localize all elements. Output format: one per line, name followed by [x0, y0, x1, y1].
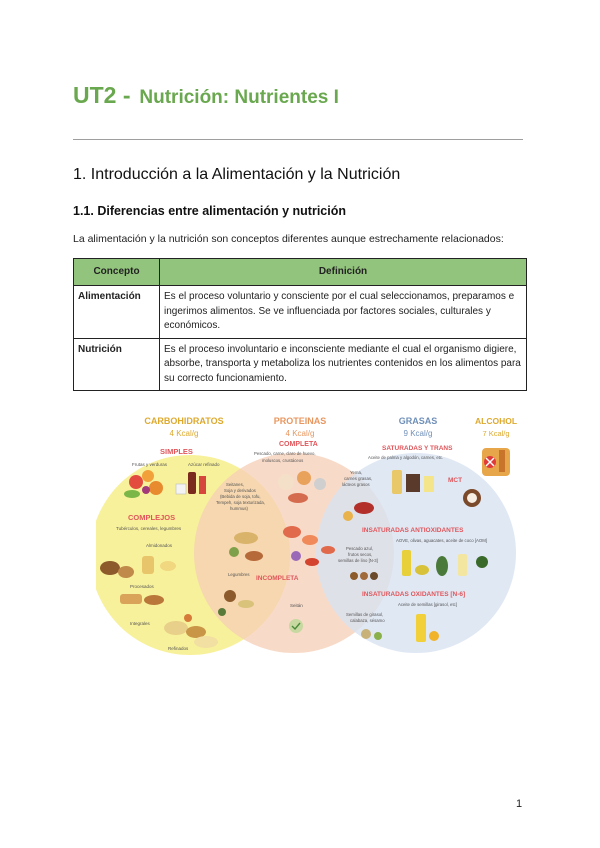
oxidantes-items: Aceite de semillas [girasol, etc]	[398, 602, 457, 607]
intro-paragraph: La alimentación y la nutrición son conceptos diferentes aunque estrechamente relacionados:	[73, 233, 504, 245]
frutas-label: Frutas y verduras	[132, 462, 168, 467]
section-heading: 1. Introducción a la Alimentación y la Nutrición	[73, 166, 401, 183]
antioxidantes-label: INSATURADAS ANTIOXIDANTES	[362, 527, 464, 534]
completa-items-line1: Pescado, carne, claro de huevo,	[254, 451, 316, 456]
completa-label: COMPLETA	[279, 441, 318, 448]
title-divider	[73, 139, 523, 140]
term-cell: Alimentación	[74, 286, 160, 339]
yema-line2: carnes grasas,	[344, 476, 373, 481]
grasas-kcal: 9 Kcal/g	[403, 429, 433, 438]
yema-line3: lácteos grasos	[342, 482, 370, 487]
procesados-label: Procesados	[130, 584, 154, 589]
soy-line2: Soja y derivados	[224, 488, 256, 493]
antioxidantes-items: AOVE, olivas, aguacates, aceite de coco [AOM]	[396, 538, 487, 543]
document-title	[73, 74, 339, 111]
yema-line1: Yema,	[350, 470, 363, 475]
semillas-line1: Semillas de girasol,	[346, 612, 384, 617]
table-header-row	[74, 259, 527, 286]
integrales-label: Integrales	[130, 621, 150, 626]
simples-label: SIMPLES	[160, 447, 193, 456]
soy-line3: (Bebida de soja, tofu,	[220, 494, 261, 499]
alcohol-title: ALCOHOL	[474, 416, 518, 426]
legumbres-label: Legumbres	[228, 572, 250, 577]
completa-items-line2: moluscos, crustáceos	[262, 458, 304, 463]
unit-title: Nutrición: Nutrientes I	[139, 87, 339, 108]
unit-code: UT2 -	[73, 82, 131, 108]
definition-cell: Es el proceso involuntario e inconsciente mediante el cual el organismo digiere, absorbe, transporta y metaboliza los nutrientes contenidos en los alimentos para su correcto funcionamiento.	[160, 338, 527, 391]
proteinas-title: PROTEINAS	[273, 416, 327, 426]
table-row	[74, 338, 527, 391]
column-header-concepto: Concepto	[74, 259, 160, 286]
page-number: 1	[516, 798, 523, 810]
incompleta-label: INCOMPLETA	[256, 575, 299, 582]
alcohol-icon	[482, 448, 510, 476]
definitions-table	[73, 258, 527, 391]
refinados-label: Refinados	[168, 646, 189, 651]
almidonados-label: Almidonados	[146, 543, 173, 548]
alcohol-kcal: 7 Kcal/g	[482, 429, 510, 438]
pescado-line3: semillas de lino [N-3]	[338, 558, 378, 563]
coconut-icon	[463, 489, 481, 507]
complejos-items: Tubérculos, cereales, legumbres	[116, 526, 182, 531]
saturadas-label: SATURADAS Y TRANS	[382, 445, 453, 452]
soy-line4: Tempeh, soja texturizada,	[216, 500, 265, 505]
soy-line1: Seitanes,	[226, 482, 244, 487]
pescado-line1: Pescado azul,	[346, 546, 373, 551]
seitan-icon	[289, 619, 303, 633]
column-header-definicion: Definición	[160, 259, 527, 286]
saturadas-items: Aceite de palma y algodón, carnes, etc.	[368, 455, 444, 460]
proteinas-kcal: 4 Kcal/g	[285, 429, 315, 438]
seitan-label: Seitán	[290, 603, 303, 608]
table-row	[74, 286, 527, 339]
azucar-label: Azúcar refinado	[188, 462, 220, 467]
mct-label: MCT	[448, 477, 463, 484]
term-cell: Nutrición	[74, 338, 160, 391]
pescado-line2: frutos secos,	[348, 552, 373, 557]
carbohidratos-kcal: 4 Kcal/g	[169, 429, 199, 438]
soy-line5: hummus)	[230, 506, 248, 511]
carbohidratos-title: CARBOHIDRATOS	[144, 416, 224, 426]
oxidantes-label: INSATURADAS OXIDANTES [N-6]	[362, 591, 466, 598]
complejos-label: COMPLEJOS	[128, 513, 176, 522]
semillas-line2: calabaza, sésamo	[350, 618, 385, 623]
subsection-heading: 1.1. Diferencias entre alimentación y nutrición	[73, 204, 347, 218]
macronutrient-infographic	[96, 410, 520, 658]
definition-cell: Es el proceso voluntario y consciente por el cual seleccionamos, preparamos e ingerimos alimentos. Se ve influenciada por factores sociales, culturales y económicos.	[160, 286, 527, 339]
grasas-title: GRASAS	[398, 416, 438, 426]
